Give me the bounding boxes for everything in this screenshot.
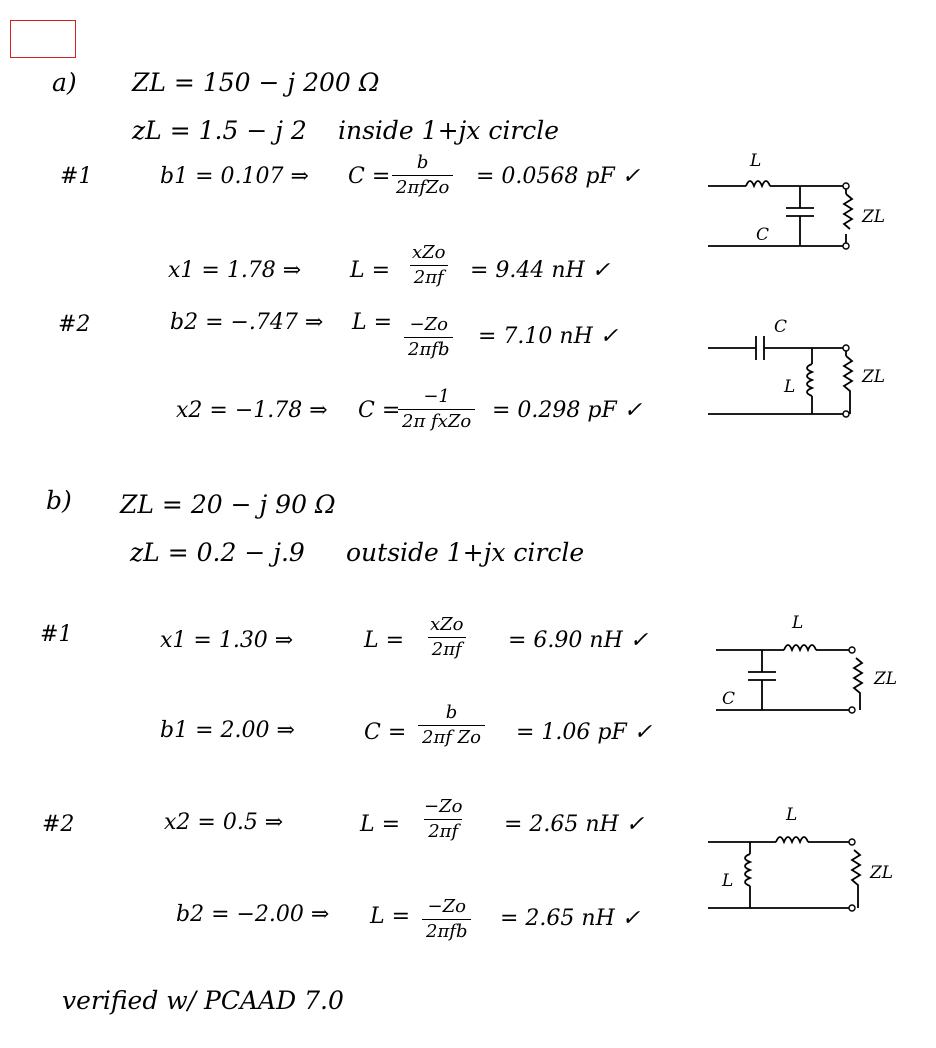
circuit-load-label: ZL (870, 863, 894, 883)
fraction-denominator: 2π fxZo (398, 409, 475, 431)
part-a-load-impedance: ZL = 150 − j 200 Ω (132, 68, 380, 97)
circuit-inductor-label: L (786, 805, 798, 825)
part-a-label: a) (52, 68, 77, 97)
part-b-sol1-l-fraction (426, 616, 468, 659)
part-b-sol2-l2-result: = 2.65 nH ✓ (500, 906, 641, 931)
part-a-solution-2-tag: #2 (58, 312, 91, 337)
part-b-circle-note: outside 1+jx circle (346, 538, 585, 567)
part-b-solution-1-tag: #1 (40, 622, 73, 647)
fraction-denominator: 2πfb (422, 919, 471, 941)
part-a-sol2-x-value: x2 = −1.78 ⇒ (176, 398, 328, 423)
circuit-inductor-label: L (784, 377, 796, 397)
circuit-inductor-label: L (792, 613, 804, 633)
circuit-load-label: ZL (874, 669, 898, 689)
part-a-circuit-2-diagram (700, 310, 900, 430)
part-a-sol2-l-lhs: L = (352, 310, 393, 335)
fraction-numerator: b (445, 702, 458, 723)
circuit-shunt-inductor-label: L (722, 871, 734, 891)
part-b-sol2-b-value: b2 = −2.00 ⇒ (176, 902, 330, 927)
circuit-inductor-label: L (750, 151, 762, 171)
part-a-sol2-c-fraction (398, 388, 475, 431)
part-b-circuit-2-diagram (700, 800, 900, 920)
part-b-normalized-impedance: zL = 0.2 − j.9 (130, 538, 305, 567)
fraction-numerator: −1 (423, 386, 450, 407)
part-a-sol1-c-result: = 0.0568 pF ✓ (476, 164, 641, 189)
part-a-normalized-impedance: zL = 1.5 − j 2 (132, 116, 307, 145)
part-b-solution-2-tag: #2 (42, 812, 75, 837)
part-b-sol1-l-result: = 6.90 nH ✓ (508, 628, 649, 653)
part-a-sol2-l-fraction (404, 316, 453, 359)
fraction-numerator: −Zo (409, 314, 448, 335)
fraction-numerator: xZo (430, 614, 464, 635)
circuit-capacitor-label: C (756, 225, 770, 245)
part-a-sol1-l-result: = 9.44 nH ✓ (470, 258, 611, 283)
fraction-denominator: 2πf (428, 637, 466, 659)
circuit-capacitor-label: C (722, 689, 736, 709)
part-b-circuit-1-diagram (708, 610, 908, 720)
fraction-numerator: b (416, 152, 429, 173)
part-b-load-impedance: ZL = 20 − j 90 Ω (120, 490, 336, 519)
part-b-sol1-c-fraction (418, 704, 485, 747)
fraction-denominator: 2πfZo (392, 175, 453, 197)
fraction-denominator: 2πf (424, 819, 462, 841)
part-a-sol2-c-lhs: C = (358, 398, 401, 423)
part-a-sol1-l-fraction (408, 244, 450, 287)
fraction-numerator: −Zo (427, 896, 466, 917)
part-b-sol1-b-value: b1 = 2.00 ⇒ (160, 718, 295, 743)
fraction-denominator: 2πfb (404, 337, 453, 359)
part-a-solution-1-tag: #1 (60, 164, 93, 189)
part-a-sol2-b-value: b2 = −.747 ⇒ (170, 310, 324, 335)
part-b-sol2-l-lhs: L = (360, 812, 401, 837)
part-b-sol2-x-value: x2 = 0.5 ⇒ (164, 810, 284, 835)
fraction-denominator: 2πf Zo (418, 725, 485, 747)
part-b-sol2-l-result: = 2.65 nH ✓ (504, 812, 645, 837)
part-b-sol2-l2-lhs: L = (370, 904, 411, 929)
part-a-circuit-1-diagram (700, 150, 900, 260)
part-b-sol2-l2-fraction (422, 898, 471, 941)
part-a-sol1-b-value: b1 = 0.107 ⇒ (160, 164, 309, 189)
part-a-sol2-c-result: = 0.298 pF ✓ (492, 398, 643, 423)
circuit-load-label: ZL (862, 367, 886, 387)
part-b-sol2-l-fraction (420, 798, 466, 841)
red-annotation-box (10, 20, 76, 58)
part-b-sol1-l-lhs: L = (364, 628, 405, 653)
part-a-circle-note: inside 1+jx circle (338, 116, 560, 145)
part-b-sol1-c-lhs: C = (364, 720, 407, 745)
part-b-label: b) (46, 486, 72, 515)
part-a-sol1-c-fraction (392, 154, 453, 197)
fraction-numerator: xZo (412, 242, 446, 263)
fraction-numerator: −Zo (424, 796, 463, 817)
verification-note: verified w/ PCAAD 7.0 (62, 986, 344, 1015)
circuit-load-label: ZL (862, 207, 886, 227)
part-a-sol1-x-value: x1 = 1.78 ⇒ (168, 258, 302, 283)
part-a-sol1-l-lhs: L = (350, 258, 391, 283)
part-b-sol1-x-value: x1 = 1.30 ⇒ (160, 628, 294, 653)
circuit-capacitor-label: C (774, 317, 788, 337)
fraction-denominator: 2πf (410, 265, 448, 287)
part-a-sol2-l-result: = 7.10 nH ✓ (478, 324, 619, 349)
part-b-sol1-c-result: = 1.06 pF ✓ (516, 720, 653, 745)
part-a-sol1-c-lhs: C = (348, 164, 391, 189)
